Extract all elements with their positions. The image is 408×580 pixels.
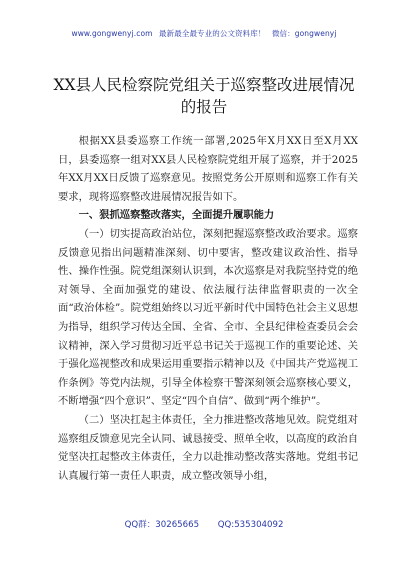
- body-paragraph-2: （二）坚决扛起主体责任，全力推进整改落地见效。院党组对巡察组反馈意见完全认同、诚恳接受、照单全收，以高度的政治自觉坚决扛起整改主体责任，全力以赴推动整改落实落地。党组书记认真履行第一责任人职责，成立整改领导小组，: [58, 413, 358, 482]
- document-body: [58, 132, 358, 485]
- document-title: [40, 74, 368, 118]
- wechat-id: 微信：gongwenyj: [271, 29, 337, 38]
- qq-group: QQ群：30265665: [124, 520, 200, 530]
- site-link[interactable]: www.gongwenyj.com: [71, 29, 153, 38]
- footer-contact: [0, 518, 408, 530]
- header-banner: [0, 28, 408, 39]
- title-line-1: XX县人民检察院党组关于巡察整改进展情况: [53, 76, 355, 94]
- section-heading-1: 一、狠抓巡察整改落实，全面提升履职能力: [78, 209, 275, 222]
- intro-paragraph: 根据XX县委巡察工作统一部署,2025年X月XX日至X月XX日，县委巡察一组对XX县人民检察院党组开展了巡察，并于2025年XX月XX日反馈了巡察意见。按照党务公开原则和巡察工作有关要求，现将巡察整改进展情况报告如下。: [58, 135, 358, 203]
- qq-number: QQ:535304092: [217, 520, 284, 530]
- body-paragraph-1: （一）切实提高政治站位，深刻把握巡察整改政治要求。巡察反馈意见指出问题精准深刻、切中要害，整改建议政治性、指导性、操作性强。院党组深刻认识到，本次巡察是对我院坚持党的绝对领导、全面加强党的建设、依法履行法律监督职责的一次全面“政治体检”。院党组始终以习近平新时代中国特色社会主义思想为指导，组织学习传达全国、全省、全市、全县纪律检查委员会会议精神，深入学习贯彻习近平总书记关于巡视工作的重要论述、关于强化巡视整改和成果运用重要指示精神以及《中国共产党巡视工作条例》等党内法规，引导全体检察干警深刻领会巡察核心要义，不断增强“四个意识”、坚定“四个自信”、做到“两个维护”。: [58, 227, 358, 408]
- title-line-2: 的报告: [180, 98, 228, 116]
- site-slogan: 最新最全最专业的公文资料库！: [159, 29, 266, 38]
